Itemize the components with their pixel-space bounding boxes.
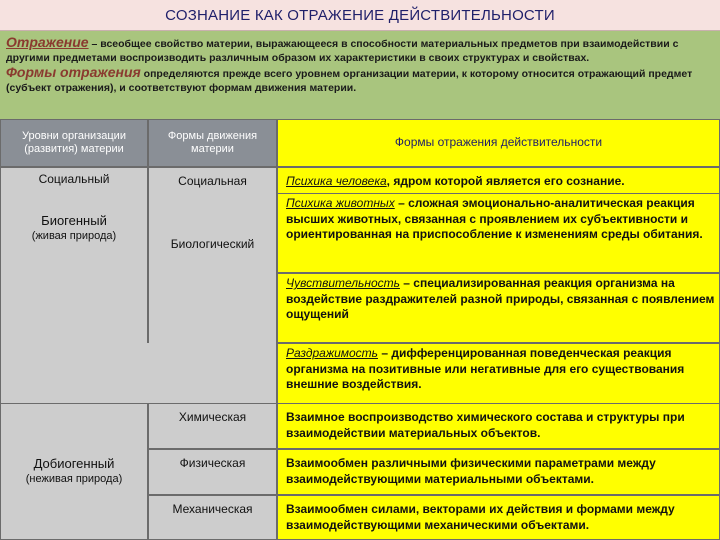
header-forms: Формы отражения действительности <box>277 119 720 167</box>
level-biogenic-note: (живая природа) <box>31 229 117 242</box>
form-animal-psyche <box>277 193 720 273</box>
term-irritability: Раздражимость <box>286 346 378 360</box>
level-prebiogenic <box>0 403 148 540</box>
term-human-psyche: Психика человека <box>286 174 387 188</box>
definition-forms <box>6 65 714 95</box>
form-mechanical: Взаимообмен силами, векторами их действия и формами между взаимодействующими механическими объектами. <box>277 495 720 540</box>
motion-social-label: Социальная <box>178 174 247 188</box>
level-prebiogenic-label: Добиогенный <box>33 456 115 471</box>
form-sensitivity <box>277 273 720 343</box>
irritability-text: – дифференцированная поведенческая реакция организма на позитивные или негативные для его существования внешние воздействия. <box>286 346 685 391</box>
header-motion: Формы движения материи <box>148 119 277 167</box>
definition-reflection <box>6 35 714 65</box>
human-psyche-text: , ядром которой является его сознание. <box>386 174 625 188</box>
motion-physical-label: Физическая <box>179 456 246 470</box>
motion-mechanical-label: Механическая <box>172 502 253 516</box>
motion-physical <box>148 449 277 495</box>
header-levels: Уровни организации (развития) материи <box>0 119 148 167</box>
form-chemical: Взаимное воспроизводство химического состава и структуры при взаимодействии материальных объектов. <box>277 403 720 449</box>
sensitivity-text: – специализированная реакция организма на воздействие раздражителей разной природы, связанная с появлением ощущений <box>286 276 715 321</box>
term-reflection: Отражение <box>6 34 89 50</box>
term-animal-psyche: Психика животных <box>286 196 395 210</box>
level-social-label: Социальный <box>38 172 110 186</box>
level-biogenic-label: Биогенный <box>41 213 107 228</box>
animal-psyche-text: – сложная эмоционально-аналитическая реакция высших животных, связанная с проявлением их субъективности и ориентированная на приспособление к изменениям среды обитания. <box>286 196 703 241</box>
motion-chemical <box>148 403 277 449</box>
motion-mechanical <box>148 495 277 540</box>
term-sensitivity: Чувствительность <box>286 276 400 290</box>
term-forms: Формы отражения <box>6 64 141 80</box>
motion-chemical-label: Химическая <box>178 410 247 424</box>
dash: – <box>88 38 101 50</box>
definition-text: всеобщее свойство материи, выражающееся в способности материальных предметов при взаимодействии с другими предметами воспроизводить различным образом их характеристики в своих структурах и свойствах. <box>6 38 679 64</box>
form-physical: Взаимообмен различными физическими параметрами между взаимодействующими материальными объектами. <box>277 449 720 495</box>
definition-forms-text: определяются прежде всего уровнем организации материи, к которому относится отражающий предмет (субъект отражения), и соответствуют формам движения материи. <box>6 68 693 94</box>
page-title: СОЗНАНИЕ КАК ОТРАЖЕНИЕ ДЕЙСТВИТЕЛЬНОСТИ <box>0 0 720 31</box>
intro-block <box>0 31 720 119</box>
level-prebiogenic-note: (неживая природа) <box>25 472 123 485</box>
motion-biological-label: Биологический <box>170 237 255 251</box>
reflection-table <box>0 119 720 540</box>
